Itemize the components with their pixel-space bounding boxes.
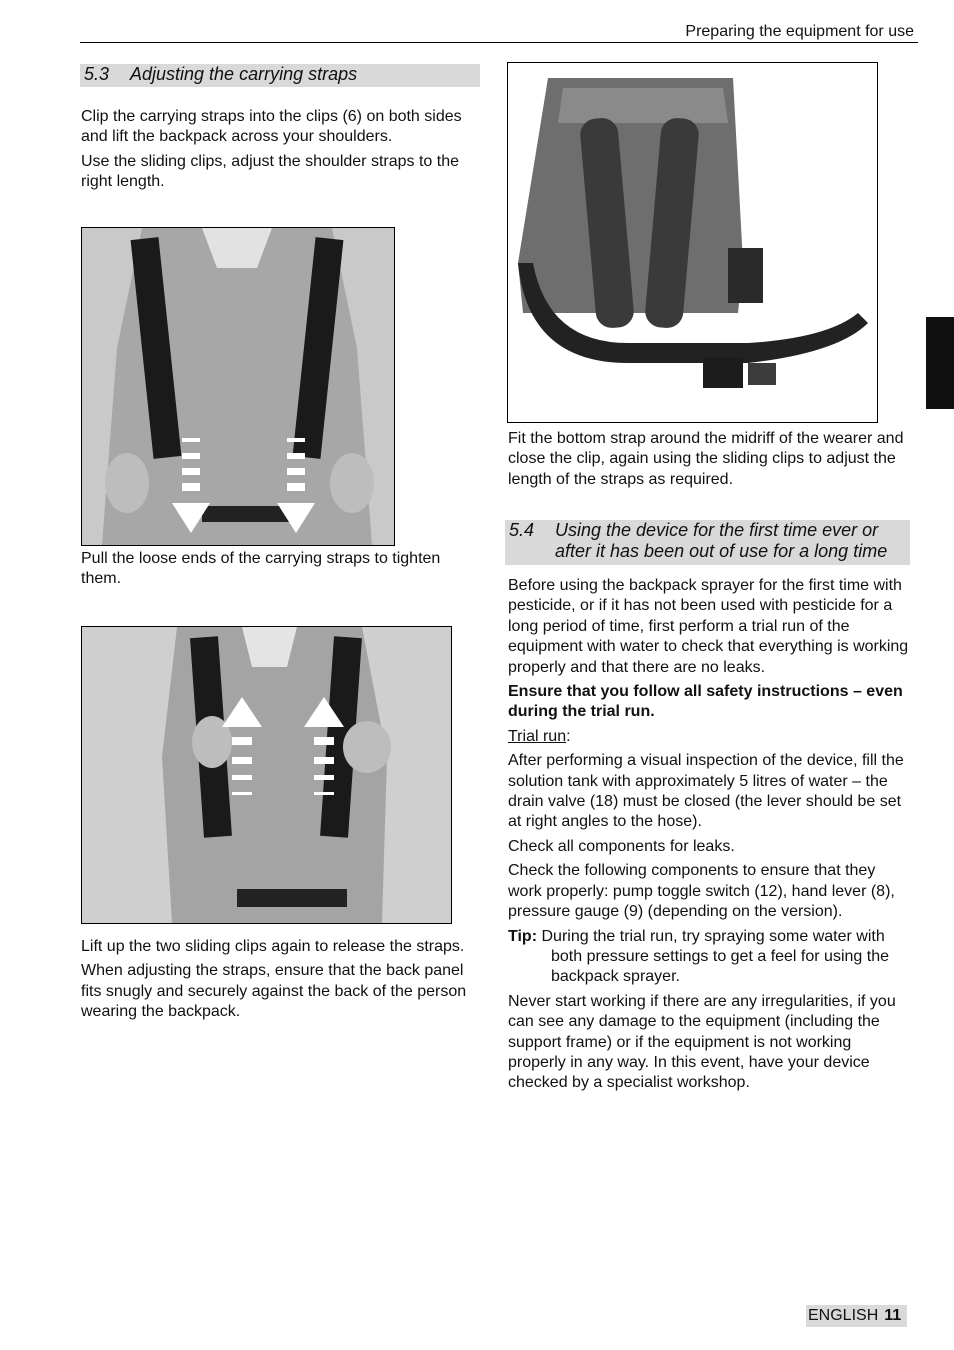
photo-caption: Pull the loose ends of the carrying straps to tighten them. <box>81 550 441 588</box>
header-rule <box>80 42 918 43</box>
photo-backpack <box>507 62 878 423</box>
photo-tighten-straps <box>81 227 395 546</box>
section-title: Using the device for the first time ever or after it has been out of use for a long time <box>555 520 888 561</box>
photo-caption: Fit the bottom strap around the midriff of the wearer and close the clip, again using the sliding clips to adjust the length of the straps as required. <box>508 430 904 488</box>
section-title: Adjusting the carrying straps <box>130 64 358 84</box>
tip-block <box>508 927 912 988</box>
paragraph: Clip the carrying straps into the clips (6) on both sides and lift the backpack across your shoulders. <box>81 108 462 146</box>
paragraph: Never start working if there are any irregularities, if you can see any damage to the equipment (including the support frame) or if the equipment is not working properly in any way. In this event, have your device checked by a specialist workshop. <box>508 992 896 1092</box>
page-footer <box>806 1305 907 1327</box>
caption-tighten <box>81 549 481 594</box>
running-header: Preparing the equipment for use <box>685 23 914 40</box>
paragraph: When adjusting the straps, ensure that the back panel fits snugly and securely against the back of the person wearing the backpack. <box>81 962 467 1021</box>
section-5-3-heading <box>80 64 480 87</box>
intro-text <box>81 107 481 197</box>
paragraph: Check the following components to ensure that they work properly: pump toggle switch (12), hand lever (8), pressure gauge (9) (depending on the version). <box>508 862 895 921</box>
chapter-tab-marker <box>926 317 954 409</box>
page-number: 11 <box>884 1307 902 1324</box>
section-5-4-heading <box>505 520 910 565</box>
paragraph: Use the sliding clips, adjust the shoulder straps to the right length. <box>81 152 459 191</box>
trial-run-heading <box>508 727 912 747</box>
paragraph: Check all components for leaks. <box>508 837 735 855</box>
trial-run-colon: : <box>566 727 571 745</box>
tip-label: Tip: <box>508 927 538 945</box>
left-bottom-text <box>81 937 481 1027</box>
section-5-4-body <box>508 576 912 1098</box>
trial-run-label: Trial run <box>508 727 567 745</box>
section-number: 5.3 <box>84 64 110 84</box>
caption-backpack <box>508 429 908 494</box>
section-number: 5.4 <box>509 520 535 540</box>
tip-text: During the trial run, try spraying some water with both pressure settings to get a feel for using the backpack sprayer. <box>541 927 889 986</box>
photo-release-straps <box>81 626 452 924</box>
paragraph: After performing a visual inspection of the device, fill the solution tank with approximately 5 litres of water – the drain valve (18) must be closed (the lever should be set at right angles to the hose). <box>508 752 904 831</box>
safety-note: Ensure that you follow all safety instructions – even during the trial run. <box>508 683 903 721</box>
paragraph: Before using the backpack sprayer for the first time with pesticide, or if it has not been used with pesticide for a long period of time, first perform a trial run of the equipment with water to check that everything is working properly and that there are no leaks. <box>508 577 909 676</box>
photo-caption: Lift up the two sliding clips again to release the straps. <box>81 938 465 955</box>
footer-language: ENGLISH <box>808 1307 879 1324</box>
